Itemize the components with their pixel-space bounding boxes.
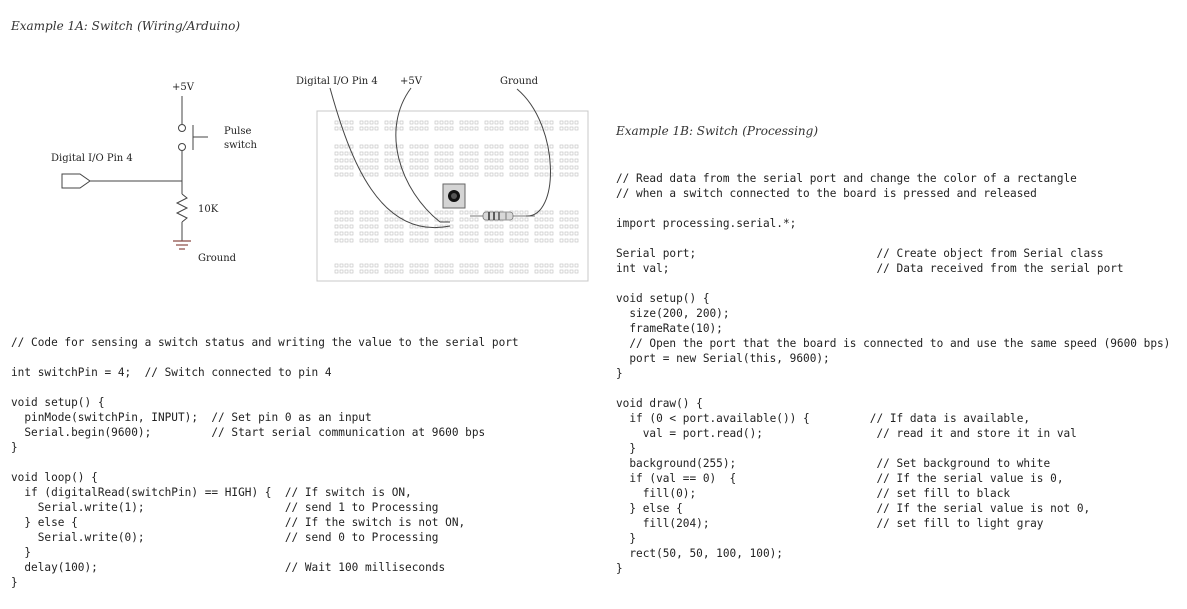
code-line: void setup() { <box>616 292 710 305</box>
code-line: Serial.write(0); // send 0 to Processing <box>11 531 439 544</box>
code-line <box>616 231 1170 246</box>
schematic-resistor-label: 10K <box>198 204 219 215</box>
breadboard-5v-label: +5V <box>400 76 422 87</box>
schematic-5v-label: +5V <box>172 82 194 93</box>
code-line <box>616 381 1170 396</box>
pushbutton-component <box>443 184 465 208</box>
code-line: pinMode(switchPin, INPUT); // Set pin 0 as an input <box>11 411 372 424</box>
code-line: // Read data from the serial port and change the color of a rectangle <box>616 172 1077 185</box>
breadboard-diagram <box>290 70 600 288</box>
code-line: } <box>11 546 32 559</box>
code-line: // Code for sensing a switch status and writing the value to the serial port <box>11 336 519 349</box>
code-line: } <box>616 442 637 455</box>
code-line: } <box>616 562 623 575</box>
code-line <box>616 276 1170 291</box>
switch-schematic <box>40 70 280 275</box>
code-line: background(255); // Set background to white <box>616 457 1051 470</box>
code-line: val = port.read(); // read it and store it in val <box>616 427 1077 440</box>
code-line: fill(0); // set fill to black <box>616 487 1011 500</box>
code-line: if (val == 0) { // If the serial value is 0, <box>616 472 1064 485</box>
code-line: Serial port; // Create object from Serial class <box>616 247 1104 260</box>
code-line: rect(50, 50, 100, 100); <box>616 547 783 560</box>
code-line: } <box>616 367 623 380</box>
schematic-pin-label: Digital I/O Pin 4 <box>51 153 133 164</box>
code-line: size(200, 200); <box>616 307 730 320</box>
code-line <box>11 455 519 470</box>
code-line: } else { // If the serial value is not 0, <box>616 502 1091 515</box>
code-line: void setup() { <box>11 396 105 409</box>
code-line: port = new Serial(this, 9600); <box>616 352 830 365</box>
code-line: } <box>616 532 637 545</box>
code-line: int switchPin = 4; // Switch connected to pin 4 <box>11 366 332 379</box>
arduino-code-block <box>11 335 519 590</box>
code-line: Serial.begin(9600); // Start serial communication at 9600 bps <box>11 426 486 439</box>
code-line: import processing.serial.*; <box>616 217 797 230</box>
example-1a-title: Example 1A: Switch (Wiring/Arduino) <box>11 19 241 33</box>
code-line: } <box>11 576 18 589</box>
code-line: Serial.write(1); // send 1 to Processing <box>11 501 439 514</box>
code-line: fill(204); // set fill to light gray <box>616 517 1044 530</box>
breadboard-ground-label: Ground <box>500 76 539 87</box>
code-line <box>11 380 519 395</box>
code-line: void draw() { <box>616 397 703 410</box>
example-1b-title: Example 1B: Switch (Processing) <box>616 124 819 138</box>
breadboard-pin-label: Digital I/O Pin 4 <box>296 76 378 87</box>
code-line: if (0 < port.available()) { // If data is available, <box>616 412 1031 425</box>
schematic-pulse-label: Pulse <box>224 126 252 137</box>
code-line: } <box>11 441 18 454</box>
processing-code-block <box>616 171 1170 576</box>
code-line: } else { // If the switch is not ON, <box>11 516 466 529</box>
code-line: void loop() { <box>11 471 98 484</box>
schematic-ground-label: Ground <box>198 253 237 264</box>
schematic-switch-label: switch <box>224 140 257 151</box>
code-line <box>616 201 1170 216</box>
code-line <box>11 350 519 365</box>
code-line: // when a switch connected to the board is pressed and released <box>616 187 1037 200</box>
code-line: frameRate(10); <box>616 322 723 335</box>
code-line: delay(100); // Wait 100 milliseconds <box>11 561 446 574</box>
code-line: // Open the port that the board is connected to and use the same speed (9600 bps) <box>616 337 1171 350</box>
code-line: if (digitalRead(switchPin) == HIGH) { // If switch is ON, <box>11 486 412 499</box>
code-line: int val; // Data received from the serial port <box>616 262 1124 275</box>
